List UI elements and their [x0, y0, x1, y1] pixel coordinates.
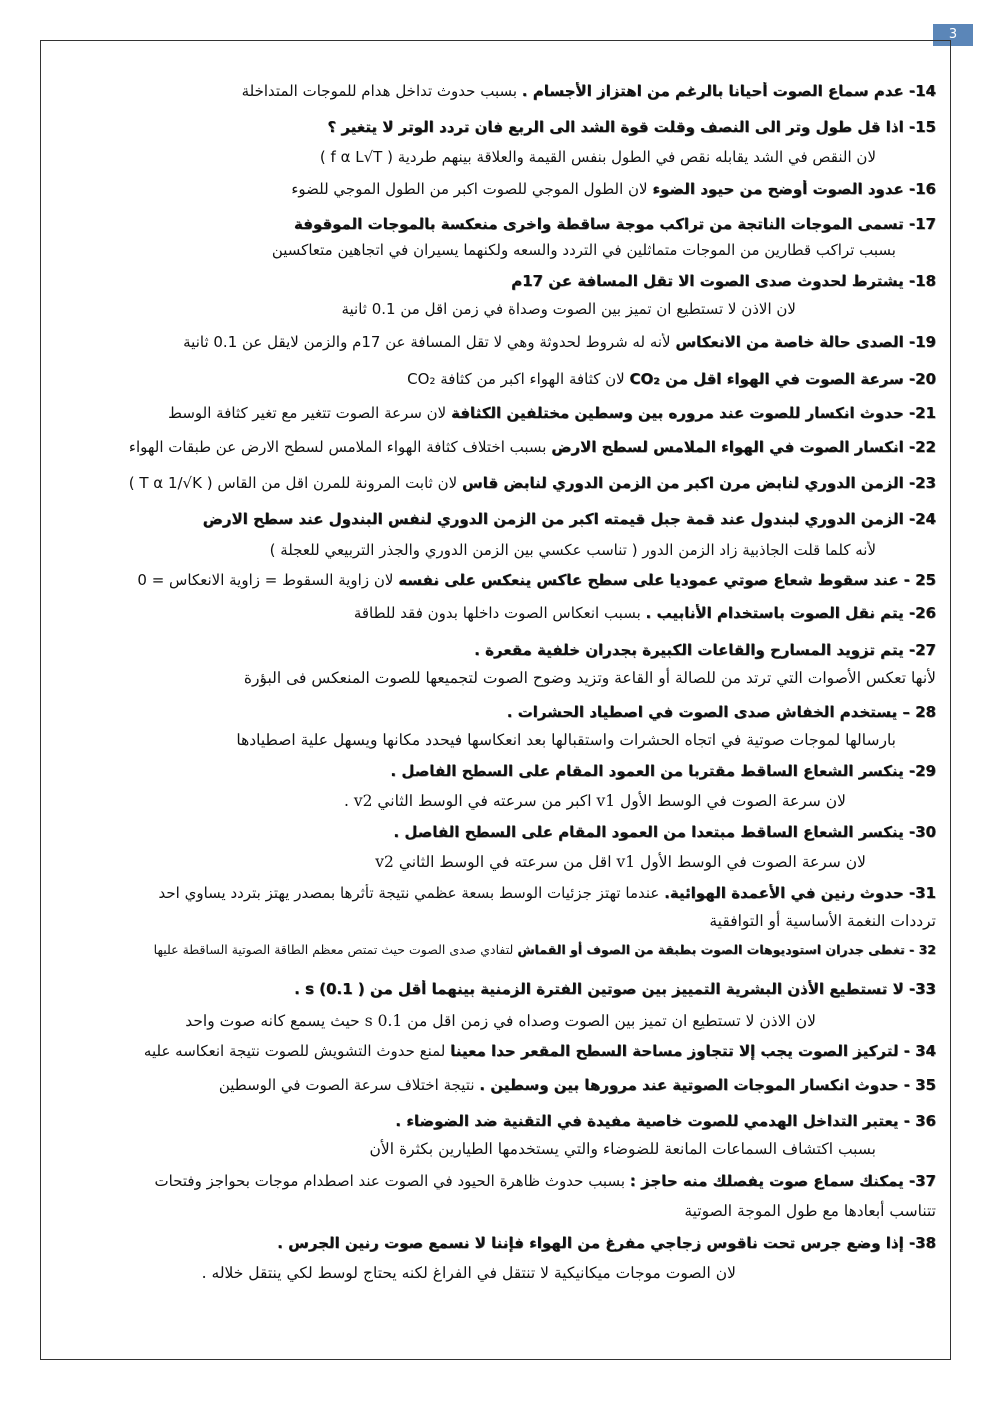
question-text: 17- تسمى الموجات الناتجة من تراكب موجة ساقطة واخرى منعكسة بالموجات الموقوفة [293, 215, 936, 233]
question-item-8 [341, 300, 796, 319]
question-text: 29- ينكسر الشعاع الساقط مقتربا من العمود المقام على السطح الفاصل . [390, 762, 936, 780]
question-item-26 [159, 884, 936, 903]
question-item-34 [370, 1138, 877, 1160]
answer-text: بسبب تراكب قطارين من الموجات متماثلين في التردد والسعه ولكنهما يسيران في اتجاهين متعاكسين [271, 241, 896, 259]
question-item-3 [320, 148, 876, 167]
question-text: 36 - يعتبر التداخل الهدمي للصوت خاصية مفيدة في التقنية ضد الضوضاء . [395, 1112, 936, 1130]
question-item-1 [242, 82, 936, 101]
question-item-20 [507, 703, 936, 722]
answer-text: لتفادي صدى الصوت حيث تمتص معظم الطاقة الصوتية الساقطة عليها [153, 942, 518, 957]
question-item-29 [294, 980, 936, 999]
question-item-31 [144, 1042, 936, 1061]
question-item-21 [236, 729, 896, 751]
answer-text: لأنها تعكس الأصوات التي ترتد من للصالة أو القاعة وتزيد وضوح الصوت لتجميعها للصوت المنعكس فى البؤرة [243, 669, 936, 687]
question-text: 23- الزمن الدوري لنابض مرن اكبر من الزمن الدوري لنابض قاس [461, 474, 936, 492]
answer-text: لمنع حدوث التشويش للصوت نتيجة انعكاسه عليه [143, 1042, 451, 1060]
question-item-33 [395, 1112, 936, 1131]
question-text: 19- الصدى حالة خاصة من الانعكاس [675, 333, 936, 351]
answer-text: لان كثافة الهواء اكبر من كثافة CO₂ [407, 370, 630, 388]
answer-text: بسبب حدوث ظاهرة الحيود في الصوت عند اصطدام موجات بحواجز وفتحات [154, 1172, 630, 1190]
question-item-5 [294, 215, 936, 234]
question-item-28 [154, 940, 936, 959]
question-item-16 [137, 571, 936, 590]
question-item-6 [272, 241, 896, 260]
question-item-10 [407, 370, 936, 389]
question-text: 27- يتم تزويد المسارح والقاعات الكبيرة بجدران خلفية مقعرة . [474, 641, 936, 659]
question-item-37 [277, 1234, 936, 1253]
question-text: 25 - عند سقوط شعاع صوتي عموديا على سطح عاكس ينعكس على نفسه [398, 571, 936, 589]
answer-text: بارسالها لموجات صوتية في اتجاه الحشرات واستقبالها بعد انعكاسها فيحدد مكانها ويسهل علية اصطيادها [236, 731, 896, 749]
question-item-35 [155, 1172, 936, 1191]
answer-text: بسبب اختلاف كثافة الهواء الملامس لسطح الارض عن طبقات الهواء [128, 438, 552, 456]
question-text: 30- ينكسر الشعاع الساقط مبتعدا من العمود المقام على السطح الفاصل . [393, 823, 936, 841]
answer-text: ترددات النغمة الأساسية أو التوافقية [709, 912, 936, 930]
question-text: 33- لا تستطيع الأذن البشرية التمييز بين صوتين الفترة الزمنية بينهما أقل من s (0.1 ) . [294, 980, 936, 998]
question-item-18 [474, 641, 936, 660]
answer-text: لان سرعة الصوت في الوسط الأول v1 اقل من سرعته في الوسط الثاني v2 [375, 853, 866, 871]
answer-text: بسبب اكتشاف السماعات المانعة للضوضاء والتي يستخدمها الطيارين بكثرة الأن [369, 1140, 876, 1158]
question-item-23 [344, 790, 846, 812]
question-item-14 [203, 510, 936, 529]
question-text: 15- اذا قل طول وتر الى النصف وقلت قوة الشد الى الربع فان تردد الوتر لا يتغير ؟ [327, 118, 936, 136]
question-text: 37- يمكنك سماع صوت يفصلك منه حاجز : [629, 1172, 936, 1190]
question-text: 28 – يستخدم الخفاش صدى الصوت في اصطياد الحشرات . [506, 703, 936, 721]
question-item-27 [709, 910, 936, 932]
answer-text: لان الصوت موجات ميكانيكية لا تنتقل في الفراغ لكنه يحتاج لوسط لكي ينتقل خلاله . [201, 1264, 736, 1282]
answer-text: عندما تهتز جزئيات الوسط بسعة عظمي نتيجة تأثرها بمصدر يهتز بتردد يساوي احد [158, 884, 665, 902]
answer-text: لأنه له شروط لحدوثة وهي لا تقل المسافة عن 17م والزمن لايقل عن 0.1 ثانية [183, 333, 676, 351]
question-text: 18- يشترط لحدوث صدى الصوت الا تقل المسافة عن 17م [511, 272, 936, 290]
answer-text: لان النقص في الشد يقابله نقص في الطول بنفس القيمة والعلاقة بينهم طردية ( f α L√T ) [319, 148, 876, 166]
page-number: 3 [933, 24, 973, 46]
answer-text: بسبب انعكاس الصوت داخلها بدون فقد للطاقة [353, 604, 646, 622]
question-item-7 [511, 272, 936, 291]
answer-text: لان زاوية السقوط = زاوية الانعكاس = 0 [137, 571, 399, 589]
question-item-25 [375, 851, 866, 873]
question-item-38 [202, 1262, 736, 1284]
question-text: 34 - لتركيز الصوت يجب إلا تتجاوز مساحة السطح المقعر حدا معينا [450, 1042, 936, 1060]
question-text: 35 - حدوث انكسار الموجات الصوتية عند مرورها بين وسطين . [479, 1076, 936, 1094]
answer-text: تتناسب أبعادها مع طول الموجة الصوتية [684, 1202, 936, 1220]
question-item-11 [168, 404, 936, 423]
question-text: 26- يتم نقل الصوت باستخدام الأنابيب . [645, 604, 936, 622]
answer-text: لان الطول الموجي للصوت اكبر من الطول الموجي للضوء [291, 180, 653, 198]
question-item-2 [327, 118, 936, 137]
question-text: 31- حدوث رنين في الأعمدة الهوائية. [664, 884, 936, 902]
question-text: 32 - تغطى جدران استوديوهات الصوت بطبقة من الصوف أو القماش [517, 942, 936, 957]
question-item-12 [129, 438, 936, 457]
question-text: 24- الزمن الدوري لبندول عند قمة جبل قيمته اكبر من الزمن الدوري لنفس البندول عند سطح الارض [202, 510, 936, 528]
answer-text: لان الاذن لا تستطيع ان تميز بين الصوت وصداة في زمن اقل من 0.1 ثانية [341, 300, 796, 318]
question-text: 20- سرعة الصوت في الهواء اقل من CO₂ [629, 370, 936, 388]
question-item-15 [270, 541, 876, 560]
question-text: 22- انكسار الصوت في الهواء الملامس لسطح الارض [551, 438, 936, 456]
answer-text: لان الاذن لا تستطيع ان تميز بين الصوت وصداه في زمن اقل من 0.1 s حيث يسمع كانه صوت واحد [185, 1012, 816, 1030]
question-item-32 [219, 1076, 936, 1095]
question-item-13 [129, 474, 936, 493]
answer-text: لان ثابت المرونة للمرن اقل من القاس ( T α 1/√K ) [128, 474, 462, 492]
question-text: 21- حدوث انكسار للصوت عند مروره بين وسطين مختلفين الكثافة [451, 404, 936, 422]
question-item-17 [354, 604, 936, 623]
question-item-9 [183, 333, 936, 352]
answer-text: نتيجة اختلاف سرعة الصوت في الوسطين [218, 1076, 480, 1094]
question-item-4 [291, 180, 936, 199]
answer-text: لأنه كلما قلت الجاذبية زاد الزمن الدور ( تناسب عكسي بين الزمن الدوري والجذر التربيعي للعجلة ) [269, 541, 876, 559]
question-item-22 [390, 762, 936, 781]
question-item-36 [684, 1200, 936, 1222]
question-item-30 [185, 1010, 816, 1032]
question-item-19 [244, 667, 936, 689]
answer-text: لان سرعة الصوت تتغير مع تغير كثافة الوسط [168, 404, 452, 422]
question-text: 38- إذا وضع جرس تحت ناقوس زجاجي مفرغ من الهواء فإننا لا نسمع صوت رنين الجرس . [277, 1234, 936, 1252]
answer-text: بسبب حدوث تداخل هدام للموجات المتداخلة [241, 82, 522, 100]
page-frame [40, 40, 951, 1360]
question-text: 14- عدم سماع الصوت أحيانا بالرغم من اهتزاز الأجسام . [521, 82, 936, 100]
question-text: 16- عدود الصوت أوضح من حيود الضوء [652, 180, 936, 198]
question-item-24 [393, 823, 936, 842]
answer-text: لان سرعة الصوت في الوسط الأول v1 اكبر من سرعته في الوسط الثاني v2 . [343, 792, 846, 810]
